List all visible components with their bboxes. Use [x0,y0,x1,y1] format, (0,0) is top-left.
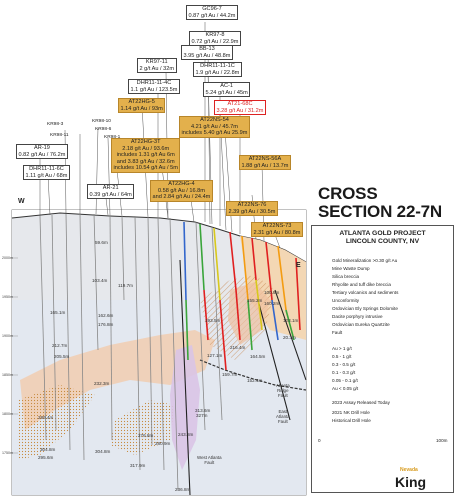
callout-ar-21: AR-21 0.39 g/t Au / 64m [87,184,134,199]
callout-at22hg-5: AT22HG-5 1.14 g/t Au / 93m [118,98,165,113]
depth-label: 127.1m [207,353,223,358]
east-label: E [296,262,301,269]
legend-label: 2023 Assay Released Today [332,400,390,405]
elevation-1950: 1950m [2,295,13,299]
west-label: W [18,198,25,205]
callout-bb-13: BB-13 3.95 g/t Au / 48.8m [181,45,233,60]
elevation-2000: 2000m [2,256,13,260]
legend-label: Mine Waste Dump [332,266,370,271]
depth-label: 236.8m [175,487,191,492]
legend-label: 0.3 - 0.5 g/t [332,362,356,367]
callout-at22ns-76: AT22NS-76 2.39 g/t Au / 30.5m [226,201,278,216]
depth-label: 119.7m [118,283,133,288]
elevation-1850: 1850m [2,373,13,377]
depth-label: 100.5m [264,290,280,295]
callout-at21-68c: AT21-68C 3.28 g/t Au / 31.2m [214,100,266,115]
section-title-line2: SECTION 22-7N [318,202,442,221]
depth-label: 276.8m [138,433,154,438]
depth-label: 304.8m [95,449,111,454]
west-atlanta-fault-label: West Atlanta Fault [197,455,222,465]
callout-at22ns-54: AT22NS-54 4.21 g/t Au / 45.7m includes 5.40 g/t Au 25.9m [179,116,250,138]
callout-dhr11-6c: DHR11-11-6C 1.11 g/t Au / 68m [23,165,70,180]
legend-label: Au > 1 g/t [332,346,352,351]
callout-at22ns-73: AT22NS-73 2.31 g/t Au / 80.8m [251,222,303,237]
depth-label: 243.8m [178,432,194,437]
callout-dhr11-1c: DHR11-11-1C 1.9 g/t Au / 22.8m [193,62,242,77]
depth-label: 304.8m [40,447,56,452]
depth-label: 103.4m [92,278,108,283]
legend-label: 0.5 - 1 g/t [332,354,352,359]
depth-label: 20.3m [283,335,296,340]
section-title [318,185,442,221]
elevation-1900: 1900m [2,334,13,338]
depth-label: 123.1m [283,318,299,323]
scale-zero: 0 [318,438,321,443]
depth-label: 155.2m [247,298,263,303]
depth-label: 216.4m [230,345,246,350]
depth-label: 295.6m [38,455,54,460]
hole-label-kr98-6: KR98-6 [95,127,112,132]
callout-at22ns-56a: AT22NS-56A 1.88 g/t Au / 13.7m [239,155,291,170]
callout-gc96-7: GC96-7 0.87 g/t Au / 44.2m [186,5,238,20]
callout-dhr11-4c: DHR11-11-4C 1.1 g/t Au / 123.5m [128,79,180,94]
depth-label: 160.2m [264,301,280,306]
depth-label: 212.7m [52,343,68,348]
depth-label: 317.9m [130,463,146,468]
legend-label: 0.05 - 0.1 g/t [332,378,358,383]
project-title: ATLANTA GOLD PROJECT LINCOLN COUNTY, NV [339,230,426,245]
callout-ac-1: AC-1 5.24 g/t Au / 45m [203,82,250,97]
legend-label: Tertiary volcanics and sediments [332,290,399,295]
legend-label: 2021 NK Drill Hole [332,410,370,415]
east-atlanta-fault-label: East Atlanta Fault [276,409,290,424]
depth-label: 193.5m [205,318,221,323]
legend-label: Unconformity [332,298,360,303]
legend-label: Gold Mineralization >0.30 g/t Au [332,258,398,263]
depth-label: 313.6m [195,408,211,413]
legend-label: Fault [332,330,343,335]
elevation-1750: 1750m [2,451,13,455]
callout-kr97-11: KR97-11 2 g/t Au / 32m [137,58,177,73]
callout-ar-19: AR-19 0.82 g/t Au / 76.2m [16,144,68,159]
atlanta-ridge-fault-label: Atlanta Ridge Fault [276,383,290,398]
depth-label: 59.6m [95,240,108,245]
legend-label: Ordovician Eureka Quartzite [332,322,390,327]
legend-label: 0.1 - 0.3 g/t [332,370,356,375]
hole-label-kr98-10: KR98-10 [92,119,111,124]
depth-label: 159.7m [222,372,238,377]
callout-at22hg-3t: AT22HG-3T 2.18 g/t Au / 93.6m includes 1.31 g/t Au 6m and 3.83 g/t Au / 32.6m includes 10.54 g/t Au / 5m [111,138,180,173]
legend-label: Silica breccia [332,274,360,279]
depth-label: 176.8m [98,322,114,327]
hole-label-kr98-11: KR98-11 [50,133,69,138]
depth-label: 164.5m [250,354,266,359]
section-title-line1: CROSS [318,184,378,203]
legend-label: Dacite porphyry intrusive [332,314,383,319]
depth-label: 162.6m [98,313,114,318]
depth-label: 232.3m [94,381,110,386]
legend-label: Au < 0.05 g/t [332,386,359,391]
legend-label: Ordovician Ely Springs Dolomite [332,306,398,311]
depth-label: 289.4m [38,415,54,420]
legend-label: Rhyolite and tuff dike breccia [332,282,391,287]
hole-label-kr98-3: KR98-3 [47,122,64,127]
legend-label: Historical Drill Hole [332,418,371,423]
scale-end: 100m [436,438,448,443]
depth-label: 327m [196,413,208,418]
depth-label: 280.9m [155,441,171,446]
callout-at22hg-4: AT22HG-4 0.58 g/t Au / 16.8m and 2.84 g/t Au / 24.4m [150,180,213,202]
logo-king-text: King [395,474,427,490]
hole-label-kr98-1: KR98-1 [104,135,121,140]
callout-kr97-8: KR97-8 0.72 g/t Au / 22.9m [189,31,241,46]
depth-label: 205.5m [54,354,70,359]
elevation-1800: 1800m [2,412,13,416]
depth-label: 165.1m [50,310,66,315]
depth-label: 152.4m [247,378,263,383]
logo-nevada-text: Nevada [400,467,418,473]
